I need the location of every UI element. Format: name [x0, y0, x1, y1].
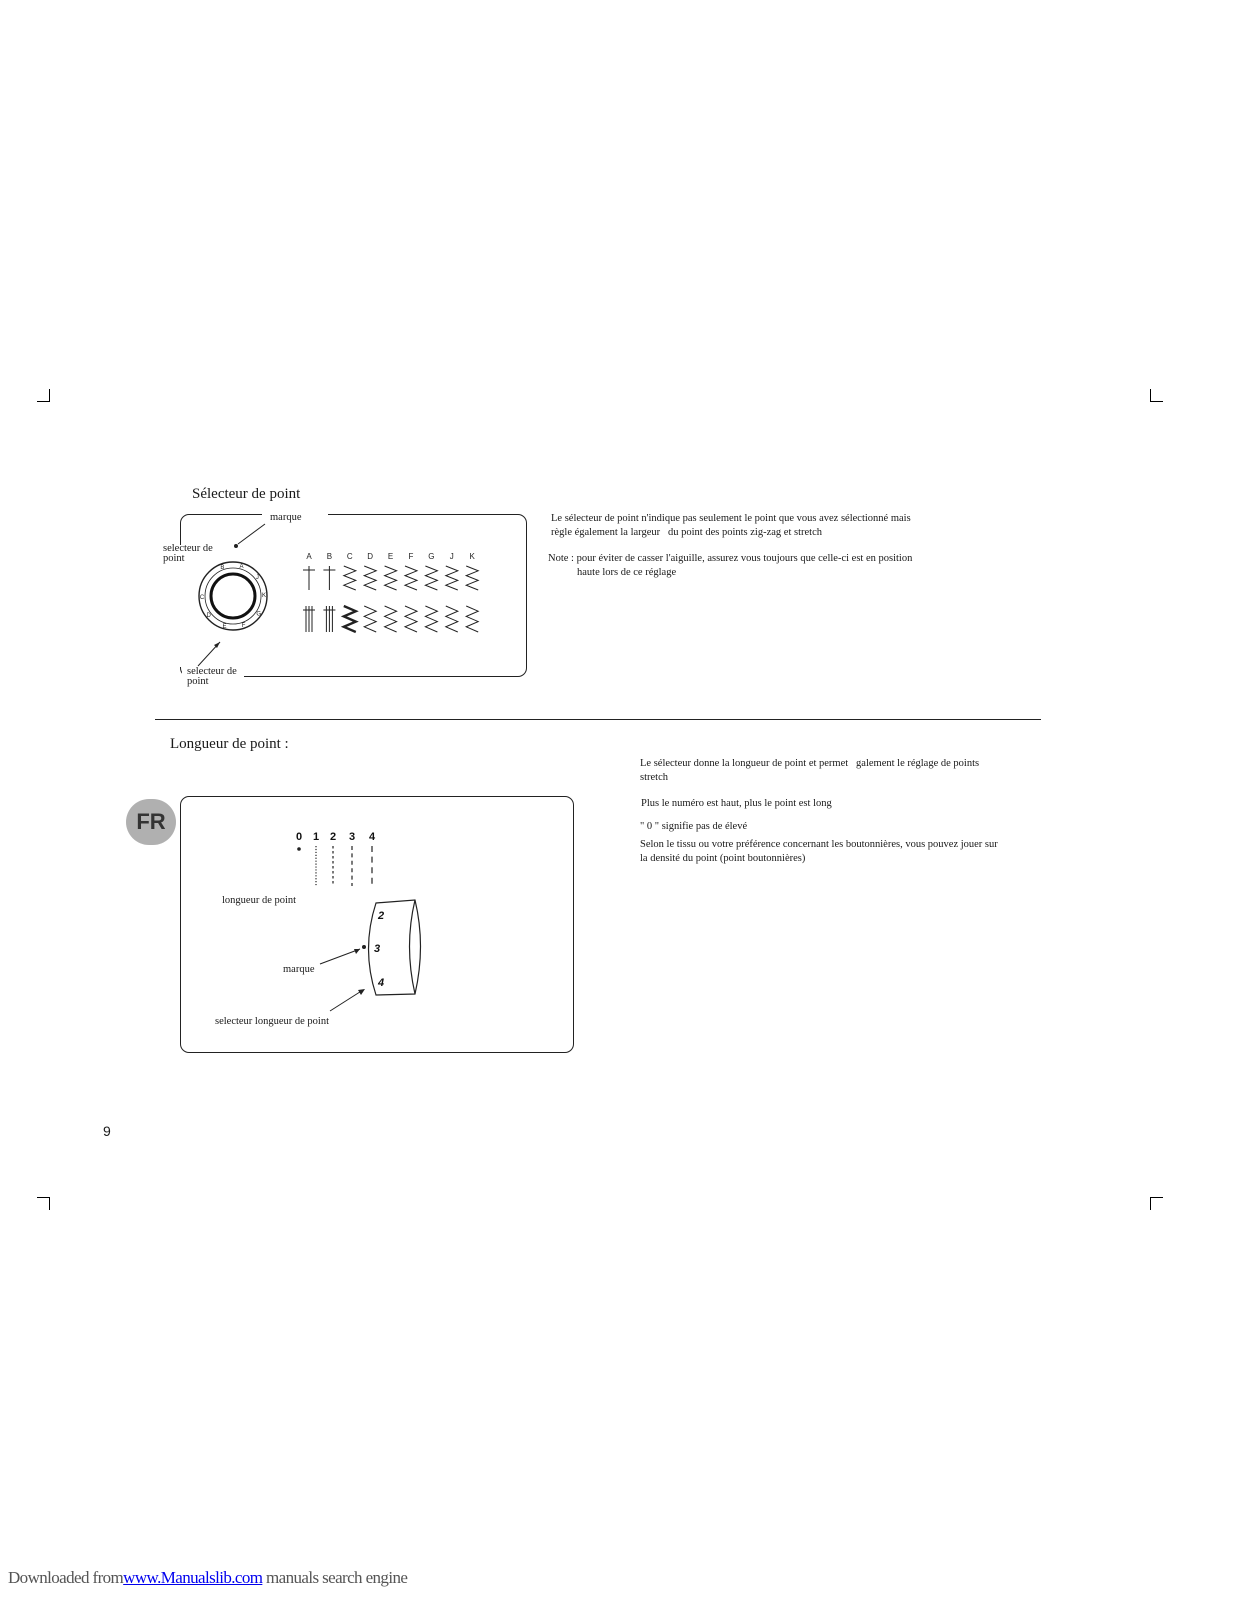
- section-separator: [155, 719, 1041, 720]
- length-dial-number: 3: [374, 943, 381, 955]
- stitch-pattern-glyph: [405, 606, 417, 632]
- length-number: 4: [368, 831, 376, 843]
- stitch-pattern-glyph: [385, 606, 397, 632]
- length-marque-dot: [362, 945, 366, 949]
- dial-letter: J: [255, 574, 259, 581]
- label-selector-left: selecteur de point: [163, 543, 213, 564]
- pattern-letter: F: [408, 552, 414, 561]
- stitch-pattern-glyph: [425, 566, 437, 590]
- stitch-length-diagram: [180, 796, 574, 1053]
- stitch-selector-diagram: [180, 514, 527, 677]
- dial-letter: G: [256, 611, 262, 618]
- page-number: 9: [103, 1123, 111, 1139]
- stitch-pattern-glyph: [425, 606, 437, 632]
- length-number: 1: [312, 831, 320, 843]
- footer-download: Downloaded fromwww.Manualslib.com manuals search engine: [8, 1568, 408, 1587]
- label-selector-bottom: selecteur de point: [187, 666, 237, 687]
- dial-letter: C: [199, 595, 205, 602]
- dial-letter: E: [222, 623, 227, 630]
- stitch-pattern-glyph: [364, 566, 376, 590]
- stitch-pattern-glyph: [446, 606, 458, 632]
- label-marque-top: marque: [270, 512, 302, 523]
- pattern-letter: C: [346, 552, 353, 561]
- dial-letter: D: [206, 613, 211, 620]
- pattern-letter: A: [306, 552, 312, 561]
- label-marque-length: marque: [283, 964, 315, 975]
- label-stitch-length: longueur de point: [222, 895, 297, 906]
- stitch-selector-title: Sélecteur de point: [192, 486, 301, 502]
- pattern-letter: B: [326, 552, 333, 561]
- stitch-pattern-glyph: [344, 606, 356, 632]
- stitch-pattern-glyph: [303, 606, 315, 632]
- dial-letter: K: [261, 592, 267, 599]
- pattern-letter: G: [428, 552, 435, 561]
- stitch-dial: [199, 562, 267, 630]
- stitch-pattern-glyph: [466, 566, 478, 590]
- length-number: 0: [295, 831, 303, 843]
- manualslib-link[interactable]: www.Manualslib.com: [123, 1568, 263, 1587]
- stitch-selector-desc: Le sélecteur de point n'indique pas seulement le point que vous avez sélectionné mais règle également la largeur du point des points zig-zag et stretch: [551, 513, 911, 538]
- stitch-pattern-glyph: [385, 566, 397, 590]
- language-badge-fr: FR: [126, 799, 176, 845]
- label-length-selector: selecteur longueur de point: [215, 1016, 330, 1027]
- stitch-pattern-glyph: [344, 566, 356, 590]
- pattern-letter: D: [367, 552, 374, 561]
- length-dial-number: 4: [378, 977, 385, 989]
- pattern-letter: J: [449, 552, 454, 561]
- length-stitch-sample: [297, 847, 301, 851]
- crop-mark-bottom-left: [37, 1197, 50, 1210]
- stitch-length-desc-4: Selon le tissu ou votre préférence concernant les boutonnières, vous pouvez jouer sur la densité du point (point boutonnières): [640, 839, 998, 864]
- length-number: 3: [348, 831, 356, 843]
- stitch-pattern-glyph: [466, 606, 478, 632]
- stitch-pattern-glyph: [405, 566, 417, 590]
- stitch-selector-note: Note : pour éviter de casser l'aiguille, assurez vous toujours que celle-ci est en position haute lors de ce réglage: [548, 553, 913, 578]
- dial-letter: A: [239, 564, 244, 571]
- stitch-pattern-glyph: [323, 606, 335, 632]
- stitch-pattern-glyph: [446, 566, 458, 590]
- stitch-length-desc-3: " 0 " signifie pas de élevé: [640, 821, 748, 832]
- crop-mark-top-left: [37, 389, 50, 402]
- pattern-letter: K: [469, 552, 475, 561]
- pattern-letter: E: [387, 552, 394, 561]
- stitch-length-title: Longueur de point :: [170, 736, 289, 752]
- stitch-pattern-glyph: [303, 566, 315, 590]
- dial-letter: B: [220, 564, 225, 571]
- length-dial-number: 2: [378, 910, 385, 922]
- length-number: 2: [329, 831, 337, 843]
- crop-mark-bottom-right: [1150, 1197, 1163, 1210]
- stitch-length-desc-1: Le sélecteur donne la longueur de point et permet galement le réglage de points stretch: [640, 758, 980, 783]
- crop-mark-top-right: [1150, 389, 1163, 402]
- stitch-pattern-glyph: [364, 606, 376, 632]
- marque-dot: [234, 544, 238, 548]
- stitch-length-desc-2: Plus le numéro est haut, plus le point est long: [641, 798, 832, 809]
- stitch-pattern-glyph: [323, 566, 335, 590]
- dial-letter: F: [241, 623, 246, 630]
